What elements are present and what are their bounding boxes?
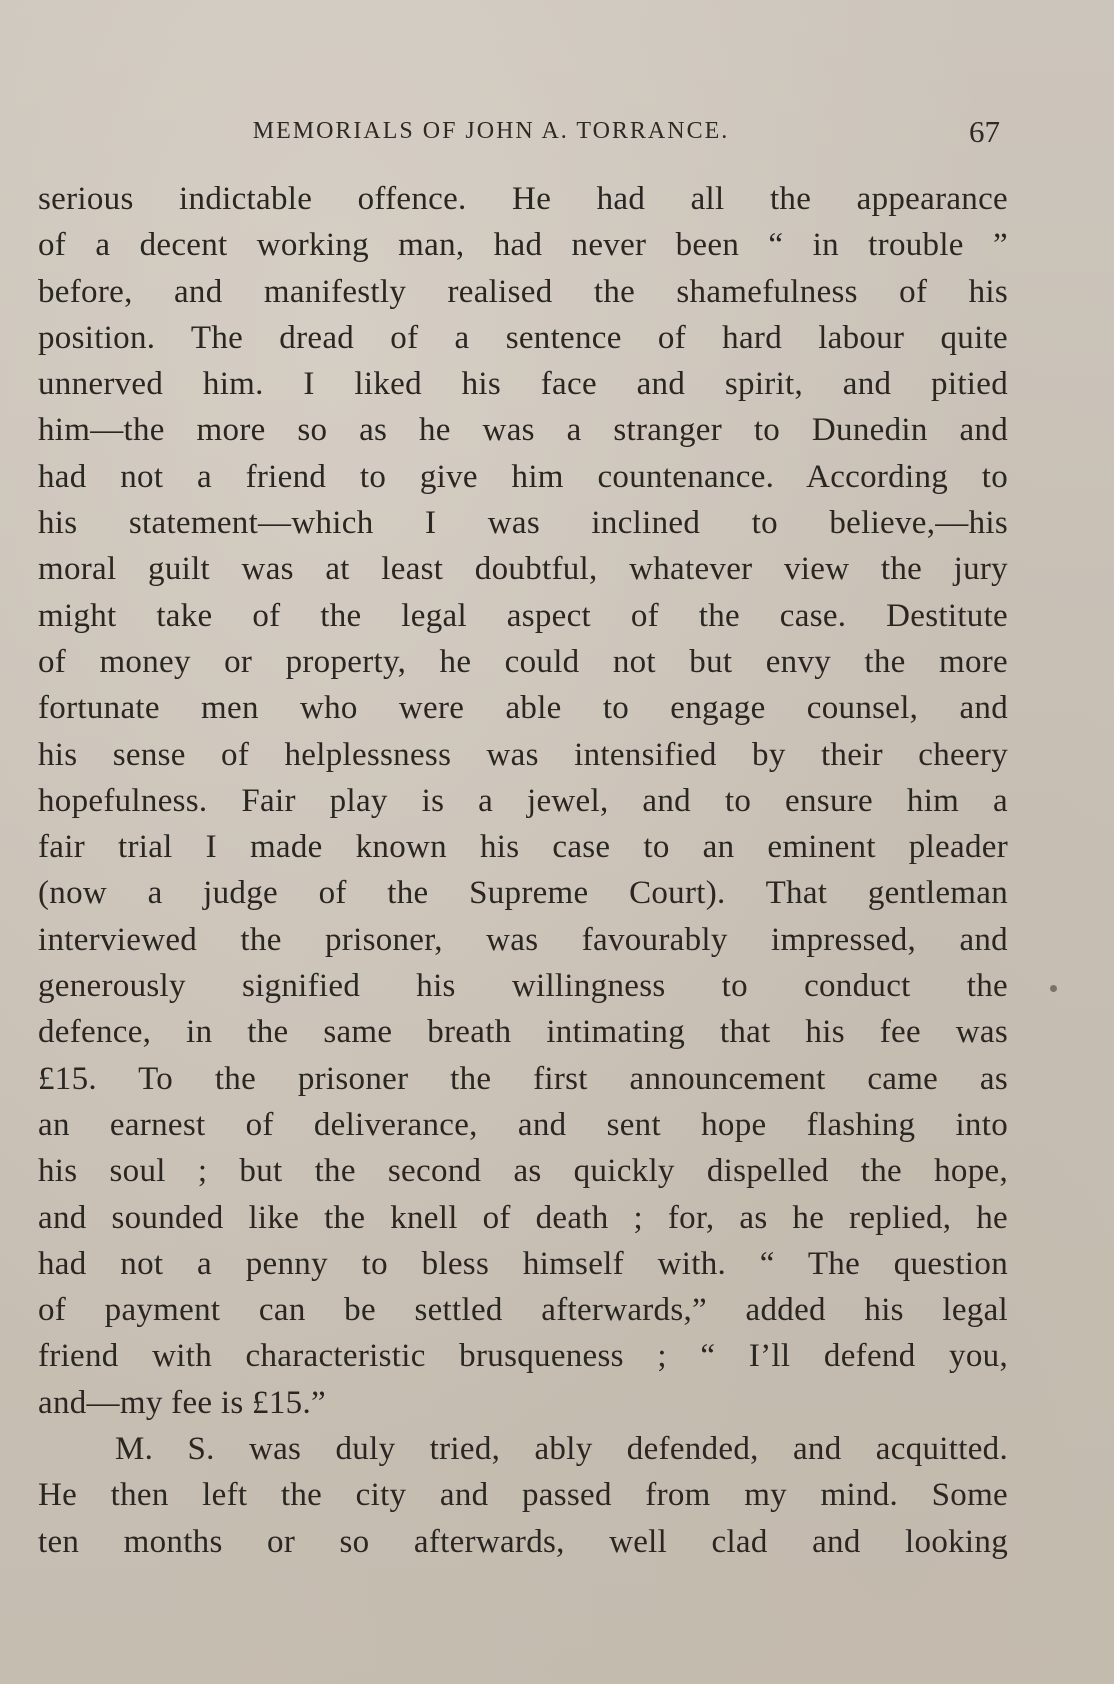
paragraph-end-line: and—my fee is £15.” [38,1384,326,1421]
text-line: (now a judge of the Supreme Court). That gentleman [38,875,1008,912]
body-text [38,176,1008,1565]
running-head [40,114,1000,152]
text-line: moral guilt was at least doubtful, whatever view the jury [38,551,1008,588]
text-line: friend with characteristic brusqueness ; “ I’ll defend you, [38,1338,1008,1375]
page-number: 67 [969,114,1000,149]
text-line: unnerved him. I liked his face and spirit, and pitied [38,366,1008,403]
paragraph-start-line: M. S. was duly tried, ably defended, and acquitted. [115,1431,1008,1468]
text-line: interviewed the prisoner, was favourably impressed, and [38,921,1008,958]
text-line: his statement—which I was inclined to believe,—his [38,505,1008,542]
text-line: and sounded like the knell of death ; for, as he replied, he [38,1199,1008,1236]
text-line: He then left the city and passed from my mind. Some [38,1477,1008,1514]
text-line: might take of the legal aspect of the case. Destitute [38,597,1008,634]
text-line: generously signified his willingness to conduct the [38,968,1008,1005]
margin-speck [1050,985,1057,992]
text-line: his soul ; but the second as quickly dispelled the hope, [38,1153,1008,1190]
text-line: his sense of helplessness was intensified by their cheery [38,736,1008,773]
text-line: had not a friend to give him countenance. According to [38,458,1008,495]
text-line: before, and manifestly realised the shamefulness of his [38,273,1008,310]
text-line: had not a penny to bless himself with. “ The question [38,1245,1008,1282]
running-title: MEMORIALS OF JOHN A. TORRANCE. [252,118,730,144]
text-line: ten months or so afterwards, well clad and looking [38,1523,1008,1560]
text-line: hopefulness. Fair play is a jewel, and to ensure him a [38,782,1008,819]
text-line: fair trial I made known his case to an eminent pleader [38,829,1008,866]
text-line: of payment can be settled afterwards,” added his legal [38,1292,1008,1329]
text-line: of money or property, he could not but envy the more [38,643,1008,680]
text-line: defence, in the same breath intimating that his fee was [38,1014,1008,1051]
text-line: an earnest of deliverance, and sent hope flashing into [38,1106,1008,1143]
text-line: of a decent working man, had never been “ in trouble ” [38,227,1008,264]
text-line: serious indictable offence. He had all the appearance [38,181,1008,217]
text-line: position. The dread of a sentence of hard labour quite [38,319,1008,356]
text-line: £15. To the prisoner the first announcement came as [38,1060,1008,1097]
text-line: fortunate men who were able to engage counsel, and [38,690,1008,727]
text-line: him—the more so as he was a stranger to Dunedin and [38,412,1008,449]
